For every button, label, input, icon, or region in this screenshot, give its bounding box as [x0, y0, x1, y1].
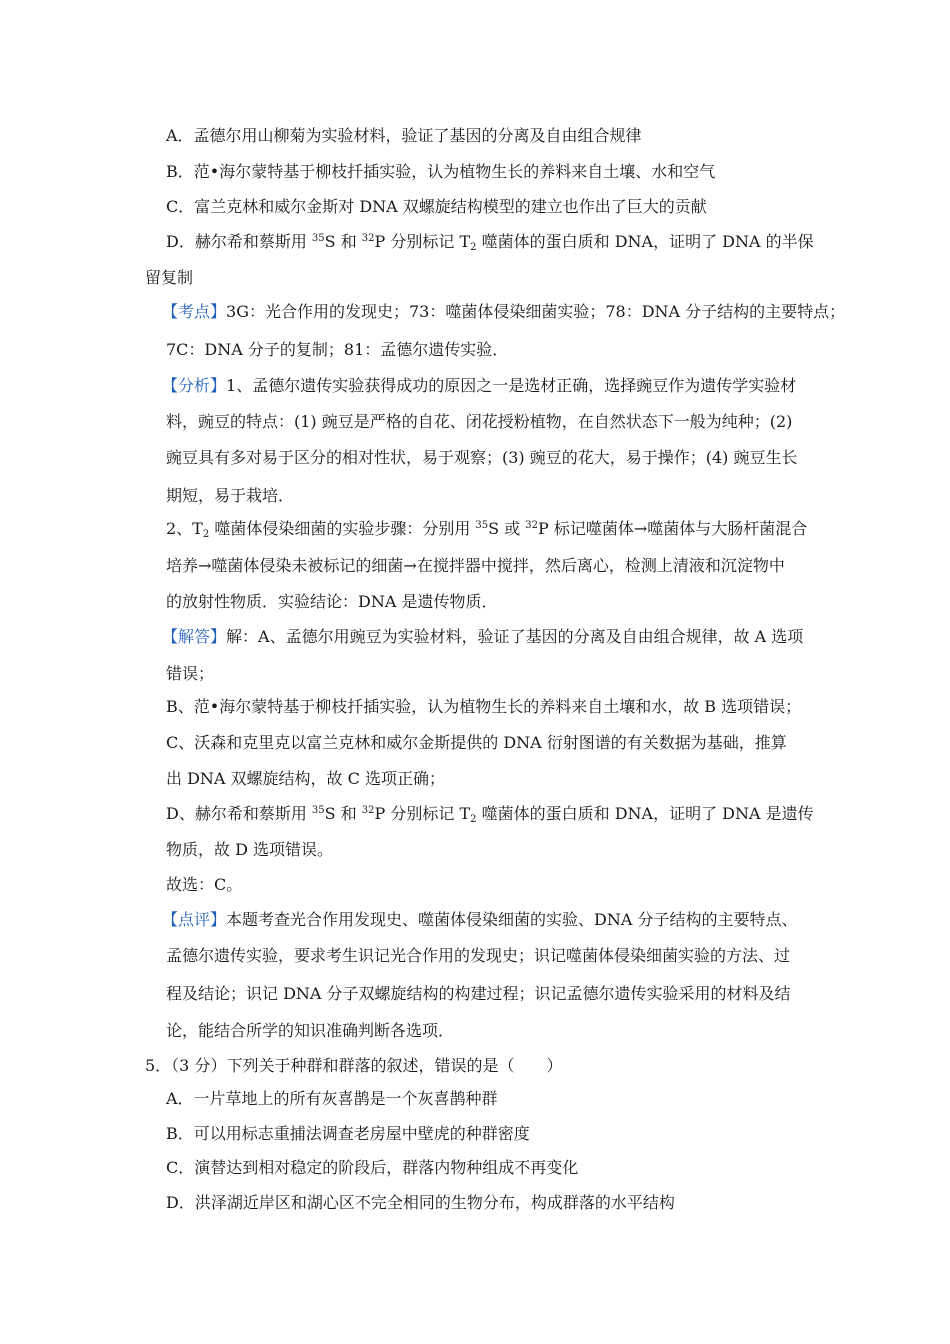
fenxi-line-4: 期短，易于栽培． [166, 486, 295, 505]
fenxi-line-5: 2、$T_2$ 噬菌体侵染细菌的实验步骤：分别用 $^{35}$S 或 $^{32}$P 标记噬菌体→噬菌体与大肠杆菌混合 [166, 519, 808, 540]
fenxi-line-6: 培养→噬菌体侵染未被标记的细菌→在搅拌器中搅拌，然后离心，检测上清液和沉淀物中 [166, 556, 785, 575]
question-5-stem: 5．（3 分）下列关于种群和群落的叙述，错误的是（ ） [145, 1056, 563, 1075]
kaodian-line: 【考点】3G：光合作用的发现史；73：噬菌体侵染细菌实验；78：DNA 分子结构的主要特点； [162, 302, 846, 321]
jieda-line-2: 错误； [166, 664, 215, 683]
kaodian-line-2: 7C：DNA 分子的复制；81：孟德尔遗传实验． [166, 340, 509, 359]
fenxi-line: 【分析】1、孟德尔遗传实验获得成功的原因之一是选材正确，选择豌豆作为遗传学实验材 [162, 376, 797, 395]
option-a: A．孟德尔用山柳菊为实验材料，验证了基因的分离及自由组合规律 [166, 126, 642, 145]
fenxi-line-3: 豌豆具有多对易于区分的相对性状，易于观察；(3) 豌豆的花大，易于操作；(4) 豌豆生长 [166, 448, 798, 467]
dianping-tag: 【点评】 [162, 910, 227, 929]
jieda-line-4: C、沃森和克里克以富兰克林和威尔金斯提供的 DNA 衍射图谱的有关数据为基础，推算 [166, 733, 787, 752]
q5-option-a: A．一片草地上的所有灰喜鹊是一个灰喜鹊种群 [166, 1089, 498, 1108]
jieda-line-5: 出 DNA 双螺旋结构，故 C 选项正确； [166, 769, 445, 788]
dianping-line-2: 孟德尔遗传实验，要求考生识记光合作用的发现史；识记噬菌体侵染细菌实验的方法、过 [166, 946, 791, 965]
option-d-continuation: 留复制 [145, 268, 194, 287]
dianping-line: 【点评】本题考查光合作用发现史、噬菌体侵染细菌的实验、DNA 分子结构的主要特点、 [162, 910, 798, 929]
fenxi-tag: 【分析】 [162, 376, 227, 395]
dianping-line-4: 论，能结合所学的知识准确判断各选项． [166, 1021, 455, 1040]
q5-option-d: D．洪泽湖近岸区和湖心区不完全相同的生物分布，构成群落的水平结构 [166, 1193, 675, 1212]
jieda-line-7: 物质，故 D 选项错误。 [166, 840, 334, 859]
jieda-line-3: B、范•海尔蒙特基于柳枝扦插实验，认为植物生长的养料来自土壤和水，故 B 选项错误； [166, 697, 802, 716]
jieda-line-8: 故选：C。 [166, 875, 243, 894]
kaodian-tag: 【考点】 [162, 302, 227, 321]
option-d: D．赫尔希和蔡斯用 $^{35}$S 和 $^{32}$P 分别标记 $T_2$ 噬菌体的蛋白质和 DNA，证明了 DNA 的半保 [166, 232, 814, 253]
jieda-tag: 【解答】 [162, 627, 227, 646]
fenxi-line-7: 的放射性物质．实验结论：DNA 是遗传物质． [166, 592, 498, 611]
q5-option-c: C．演替达到相对稳定的阶段后，群落内物种组成不再变化 [166, 1158, 579, 1177]
jieda-line: 【解答】解：A、孟德尔用豌豆为实验材料，验证了基因的分离及自由组合规律，故 A 选项 [162, 627, 804, 646]
fenxi-line-2: 料，豌豆的特点：(1) 豌豆是严格的自花、闭花授粉植物，在自然状态下一般为纯种；(2) [166, 412, 793, 431]
option-b: B．范•海尔蒙特基于柳枝扦插实验，认为植物生长的养料来自土壤、水和空气 [166, 162, 716, 181]
jieda-line-6: D、赫尔希和蔡斯用 $^{35}$S 和 $^{32}$P 分别标记 $T_2$ 噬菌体的蛋白质和 DNA，证明了 DNA 是遗传 [166, 804, 814, 825]
dianping-line-3: 程及结论；识记 DNA 分子双螺旋结构的构建过程；识记孟德尔遗传实验采用的材料及结 [166, 984, 791, 1003]
q5-option-b: B．可以用标志重捕法调查老房屋中壁虎的种群密度 [166, 1124, 530, 1143]
option-c: C．富兰克林和威尔金斯对 DNA 双螺旋结构模型的建立也作出了巨大的贡献 [166, 197, 707, 216]
